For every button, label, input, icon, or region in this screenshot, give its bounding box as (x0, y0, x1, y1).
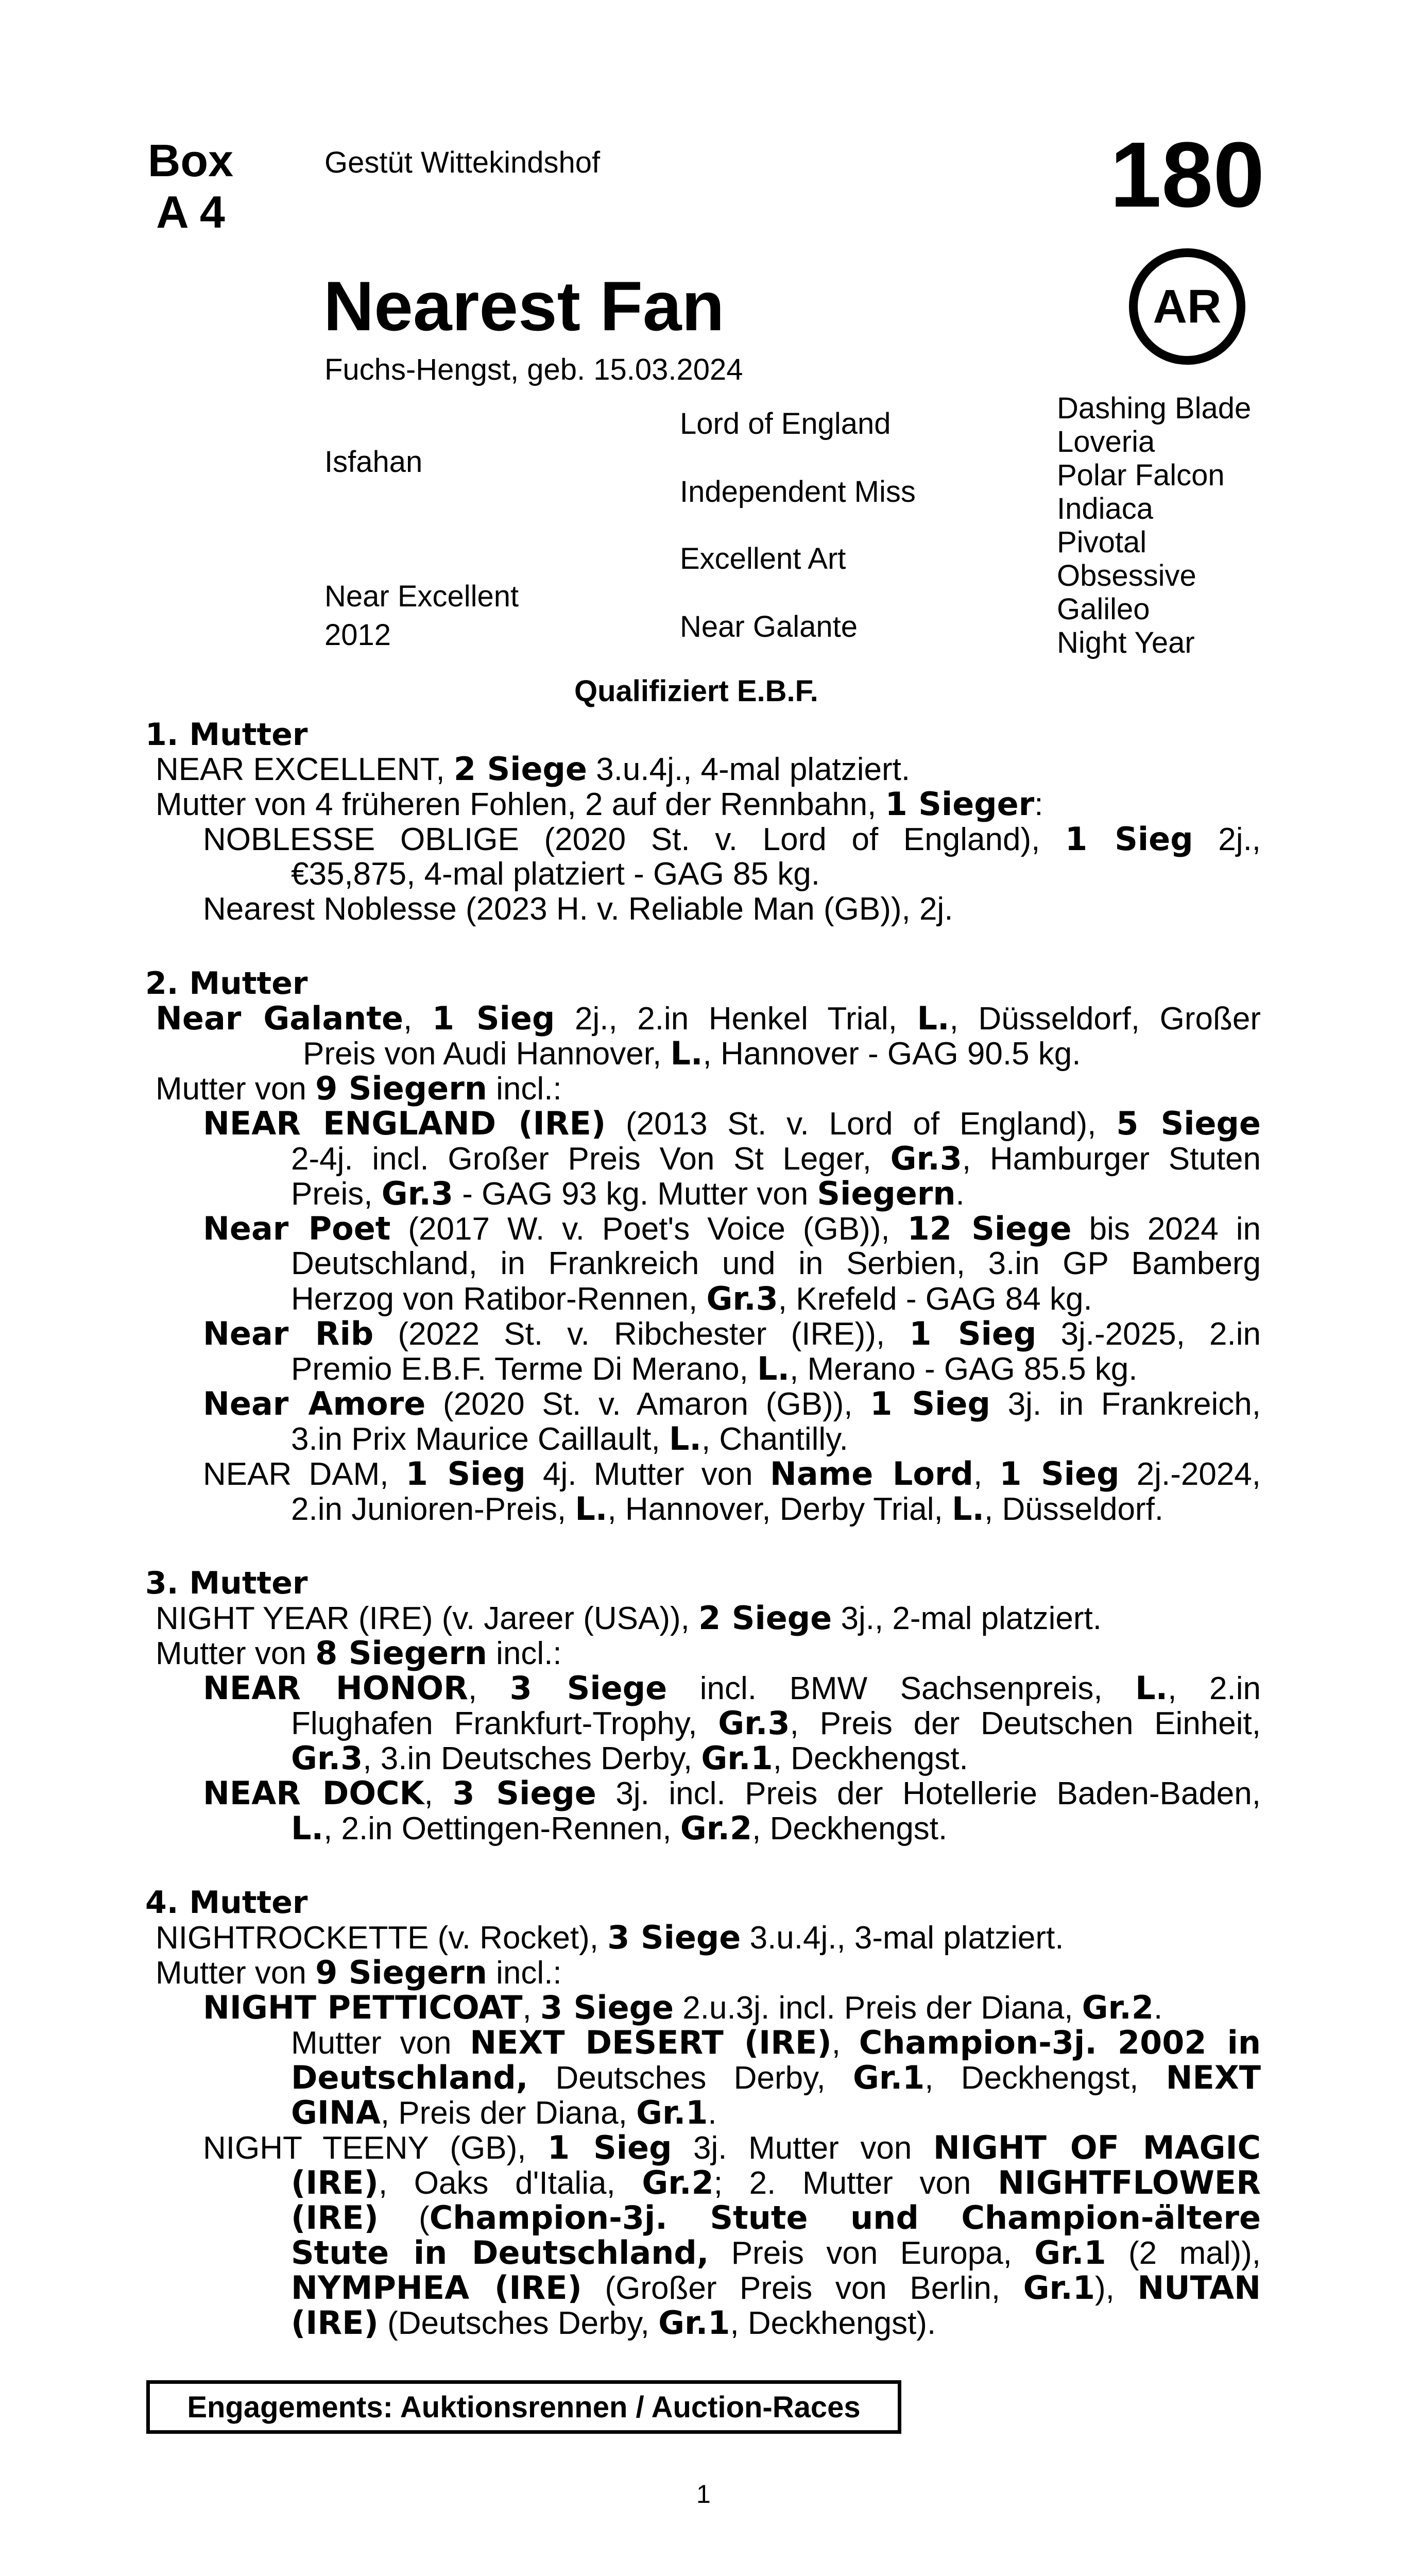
pedigree-gen3-item: Night Year (1057, 626, 1195, 659)
pedigree-dam: Near Excellent (324, 580, 519, 613)
page-number: 1 (696, 2480, 711, 2509)
second-dam-line: NEAR DAM, 1 Sieg 4j. Mutter von Name Lord, 1 Sieg 2j.-2024, (203, 1455, 1261, 1493)
first-dam-line: €35,875, 4-mal platziert - GAG 85 kg. (291, 856, 820, 892)
second-dam-line: Near Rib (2022 St. v. Ribchester (IRE)), 1 Sieg 3j.-2025, 2.in (203, 1315, 1261, 1352)
pedigree-gen3-item: Obsessive (1057, 559, 1196, 592)
third-dam-line: L., 2.in Oettingen-Rennen, Gr.2, Deckhengst. (291, 1809, 948, 1847)
breeder-name: Gestüt Wittekindshof (324, 146, 601, 179)
second-dam-line: Herzog von Ratibor-Rennen, Gr.3, Krefeld - GAG 84 kg. (291, 1280, 1092, 1317)
second-dam-line: Premio E.B.F. Terme Di Merano, L., Merano - GAG 85.5 kg. (291, 1350, 1138, 1387)
fourth-dam-line: Mutter von 9 Siegern incl.: (156, 1954, 562, 1991)
second-dam-line: NEAR ENGLAND (IRE) (2013 St. v. Lord of England), 5 Siege (203, 1105, 1261, 1142)
horse-name: Nearest Fan (323, 267, 725, 345)
section-title-4th-dam: 4. Mutter (145, 1885, 308, 1921)
fourth-dam-line: (IRE) (Champion-3j. Stute und Champion-ältere (291, 2199, 1261, 2236)
second-dam-line: 3.in Prix Maurice Caillault, L., Chantilly. (291, 1420, 848, 1458)
third-dam-line: Gr.3, 3.in Deutsches Derby, Gr.1, Deckhengst. (291, 1739, 968, 1777)
pedigree-dam-year: 2012 (324, 618, 391, 652)
first-dam-line: Mutter von 4 früheren Fohlen, 2 auf der Rennbahn, 1 Sieger: (156, 785, 1043, 823)
pedigree-gen3-item: Loveria (1057, 425, 1155, 459)
horse-description: Fuchs-Hengst, geb. 15.03.2024 (324, 353, 743, 386)
box-word: Box (147, 135, 234, 186)
pedigree-gen2-item: Independent Miss (680, 475, 916, 509)
pedigree-gen3-item: Polar Falcon (1057, 459, 1225, 492)
engagements-box (146, 2380, 901, 2434)
box-label (139, 135, 242, 238)
first-dam-line: Nearest Noblesse (2023 H. v. Reliable Man (GB)), 2j. (203, 891, 953, 927)
box-id: A 4 (156, 187, 225, 238)
fourth-dam-line: NIGHTROCKETTE (v. Rocket), 3 Siege 3.u.4j., 3-mal platziert. (156, 1919, 1064, 1956)
second-dam-line: Preis, Gr.3 - GAG 93 kg. Mutter von Siegern. (291, 1175, 965, 1212)
fourth-dam-line: Deutschland, Deutsches Derby, Gr.1, Deckhengst, NEXT (291, 2059, 1261, 2096)
fourth-dam-line: Mutter von NEXT DESERT (IRE), Champion-3j. 2002 in (291, 2024, 1261, 2061)
fourth-dam-line: NYMPHEA (IRE) (Großer Preis von Berlin, Gr.1), NUTAN (291, 2269, 1261, 2307)
engagements-text: Engagements: Auktionsrennen / Auction-Races (187, 2390, 861, 2424)
fourth-dam-line: Stute in Deutschland, Preis von Europa, Gr.1 (2 mal)), (291, 2234, 1261, 2272)
second-dam-line: Deutschland, in Frankreich und in Serbien, 3.in GP Bamberg (291, 1246, 1261, 1281)
fourth-dam-line: (IRE) (Deutsches Derby, Gr.1, Deckhengst). (291, 2304, 936, 2342)
third-dam-line: NEAR DOCK, 3 Siege 3j. incl. Preis der Hotellerie Baden-Baden, (203, 1774, 1261, 1812)
pedigree-gen3-item: Dashing Blade (1057, 392, 1252, 425)
fourth-dam-line: GINA, Preis der Diana, Gr.1. (291, 2094, 717, 2131)
second-dam-line: 2.in Junioren-Preis, L., Hannover, Derby Trial, L., Düsseldorf. (291, 1490, 1164, 1528)
second-dam-line: Near Poet (2017 W. v. Poet's Voice (GB)), 12 Siege bis 2024 in (203, 1210, 1261, 1247)
ar-badge-text: AR (1153, 280, 1222, 333)
pedigree-gen2-item: Lord of England (680, 407, 891, 440)
third-dam-line: NEAR HONOR, 3 Siege incl. BMW Sachsenpreis, L., 2.in (203, 1669, 1261, 1707)
section-title-3rd-dam: 3. Mutter (145, 1565, 308, 1601)
fourth-dam-line: NIGHT PETTICOAT, 3 Siege 2.u.3j. incl. Preis der Diana, Gr.2. (203, 1989, 1163, 2026)
second-dam-line: Preis von Audi Hannover, L., Hannover - GAG 90.5 kg. (303, 1035, 1081, 1072)
section-title-1st-dam: 1. Mutter (145, 717, 308, 753)
fourth-dam-line: NIGHT TEENY (GB), 1 Sieg 3j. Mutter von NIGHT OF MAGIC (203, 2129, 1261, 2166)
fourth-dam-line: (IRE), Oaks d'Italia, Gr.2; 2. Mutter von NIGHTFLOWER (291, 2164, 1261, 2201)
pedigree-gen3-item: Galileo (1057, 592, 1150, 626)
pedigree-sire: Isfahan (324, 445, 423, 479)
second-dam-line: 2-4j. incl. Großer Preis Von St Leger, Gr.3, Hamburger Stuten (291, 1140, 1261, 1177)
second-dam-line: Near Galante, 1 Sieg 2j., 2.in Henkel Trial, L., Düsseldorf, Großer (156, 999, 1261, 1037)
pedigree-gen2-item: Excellent Art (680, 542, 846, 575)
first-dam-line: NOBLESSE OBLIGE (2020 St. v. Lord of England), 1 Sieg 2j., (203, 820, 1261, 858)
ar-badge (1129, 248, 1245, 365)
section-title-2nd-dam: 2. Mutter (145, 965, 308, 1002)
third-dam-line: NIGHT YEAR (IRE) (v. Jareer (USA)), 2 Siege 3j., 2-mal platziert. (156, 1599, 1102, 1637)
pedigree-gen3-item: Indiaca (1057, 492, 1154, 526)
second-dam-line: Mutter von 9 Siegern incl.: (156, 1070, 562, 1107)
second-dam-line: Near Amore (2020 St. v. Amaron (GB)), 1 Sieg 3j. in Frankreich, (203, 1385, 1261, 1422)
lot-number: 180 (1110, 123, 1265, 227)
third-dam-line: Flughafen Frankfurt-Trophy, Gr.3, Preis der Deutschen Einheit, (291, 1704, 1261, 1742)
pedigree-gen2-item: Near Galante (680, 610, 858, 643)
first-dam-line: NEAR EXCELLENT, 2 Siege 3.u.4j., 4-mal platziert. (156, 750, 911, 788)
pedigree-gen3-item: Pivotal (1057, 526, 1147, 559)
qualification: Qualifiziert E.B.F. (574, 674, 818, 708)
third-dam-line: Mutter von 8 Siegern incl.: (156, 1634, 562, 1672)
